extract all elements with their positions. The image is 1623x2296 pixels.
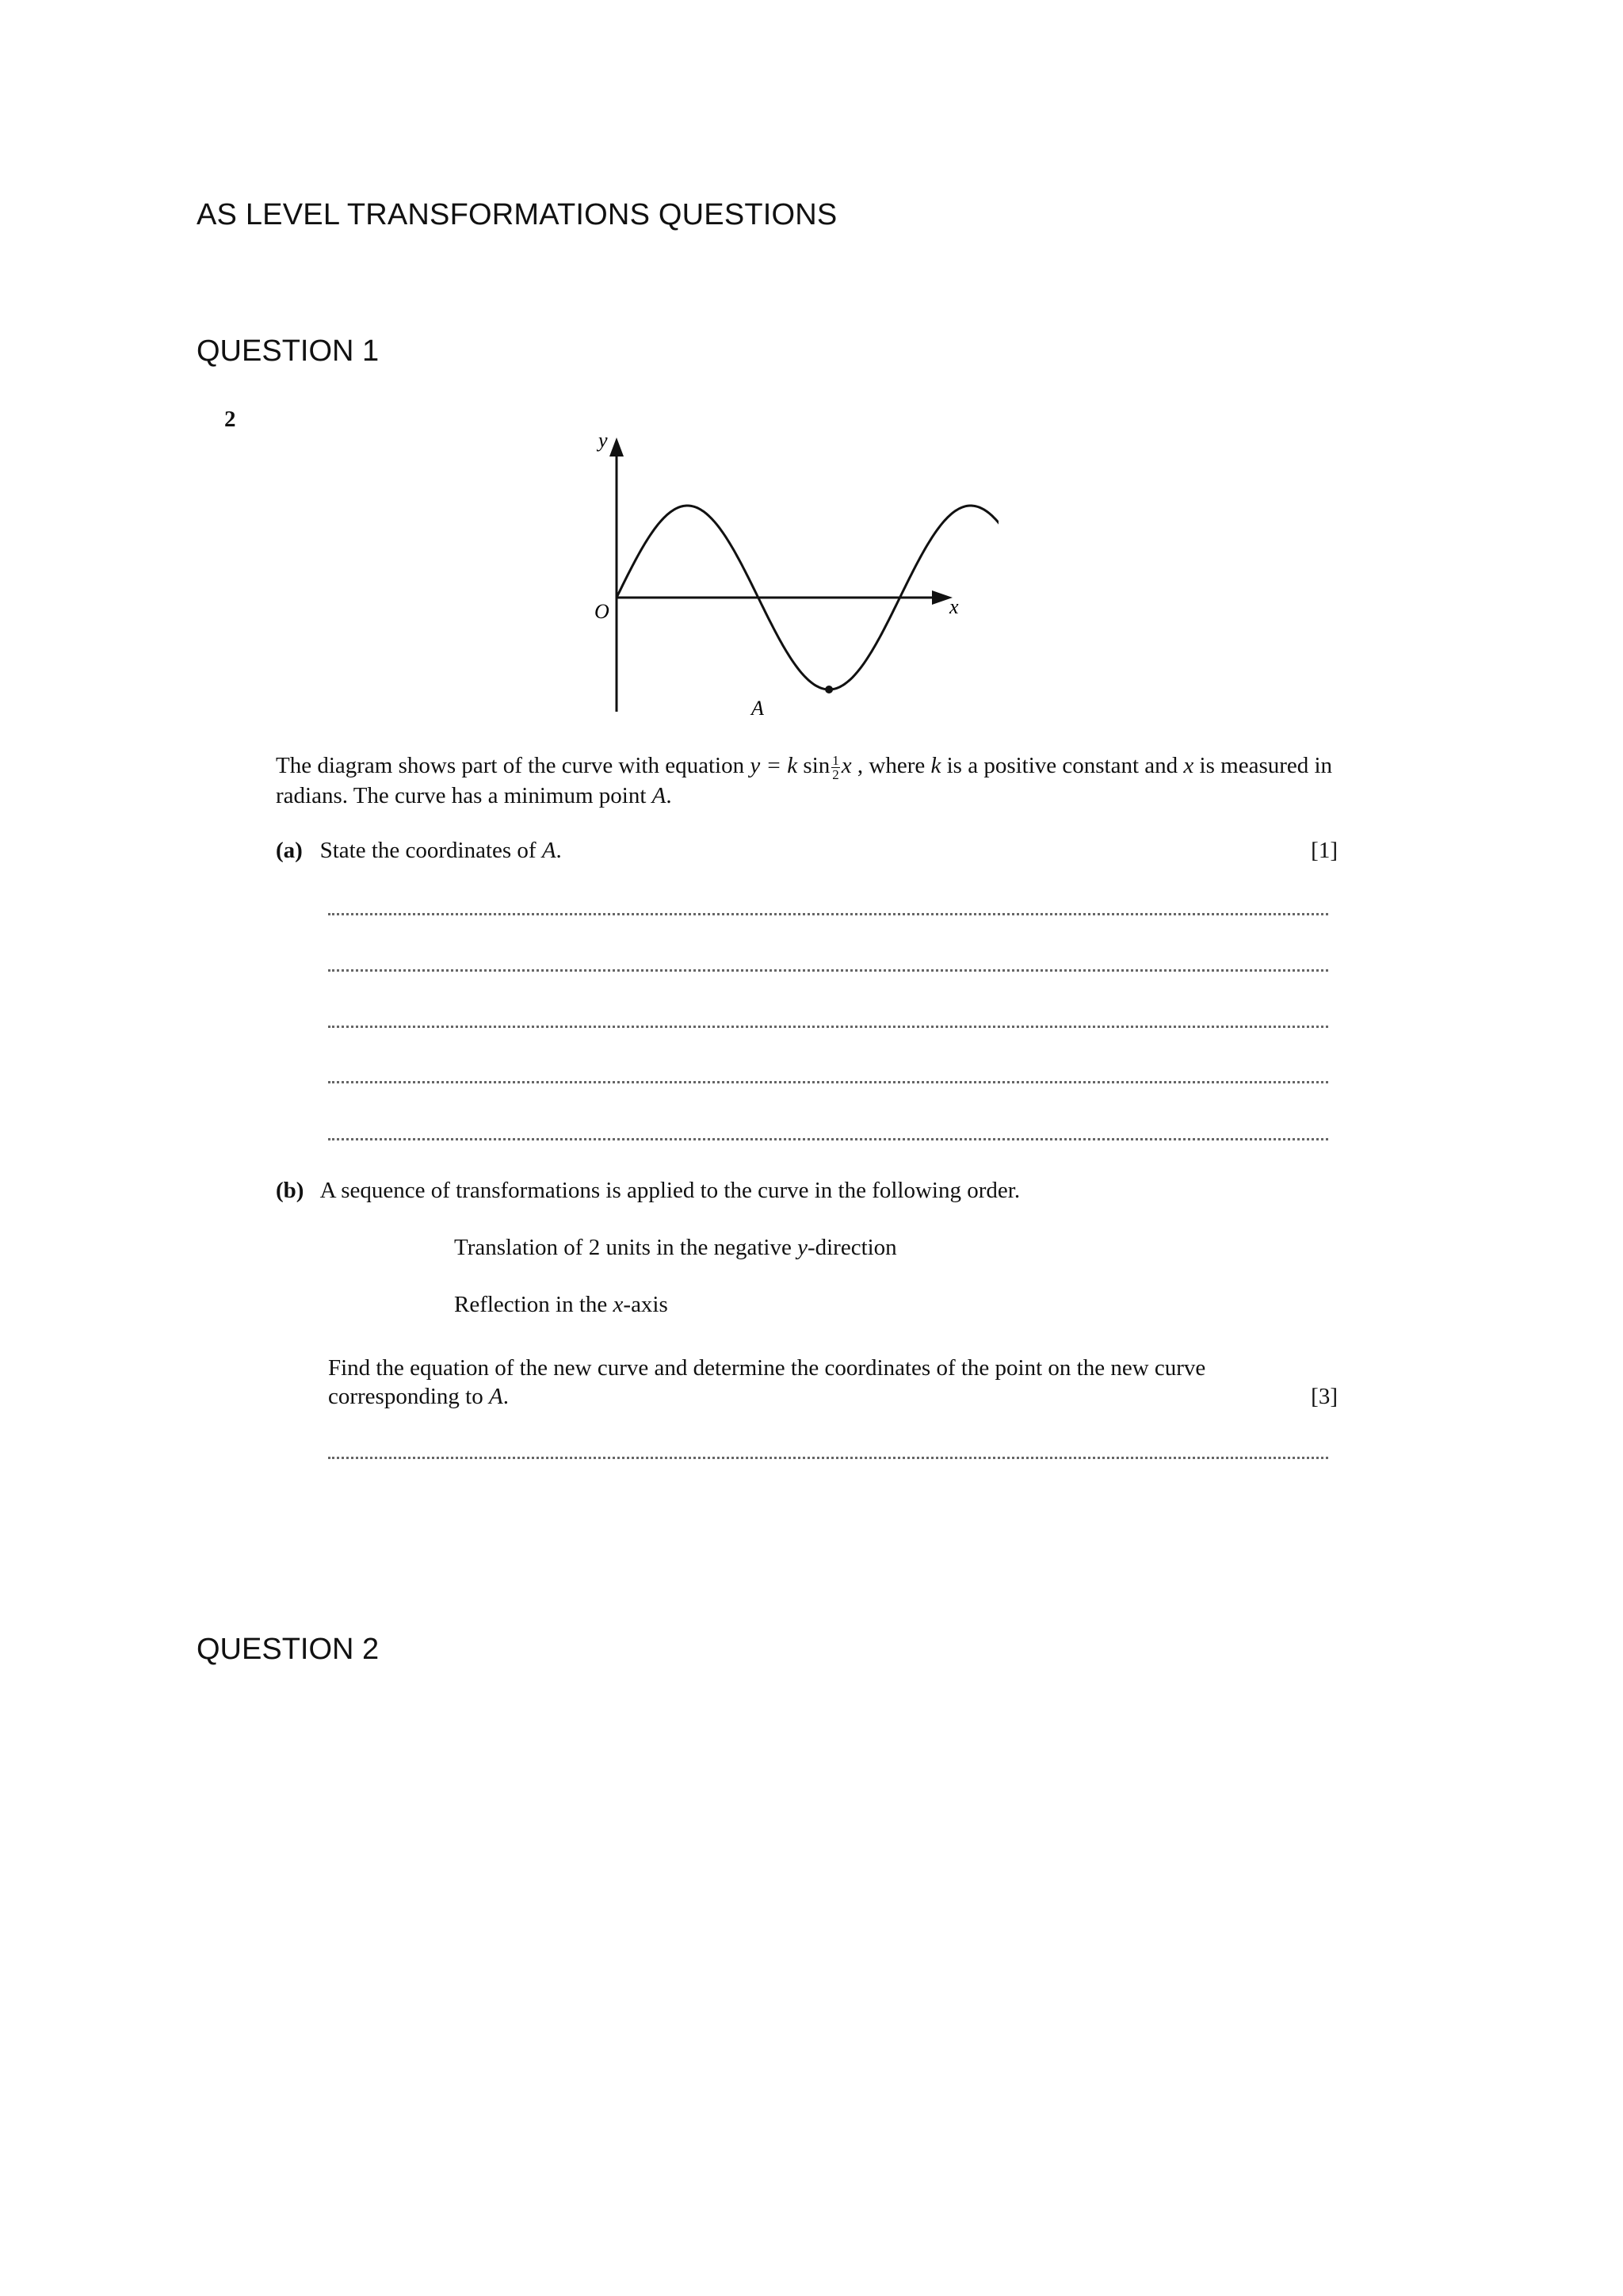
- stem-A: A: [651, 782, 666, 808]
- answer-line[interactable]: [328, 969, 1328, 972]
- part-a-text: State the coordinates of: [319, 838, 542, 863]
- step2-text: Reflection in the: [454, 1292, 613, 1317]
- question-2-heading: QUESTION 2: [197, 1633, 380, 1666]
- point-A-label: A: [751, 697, 764, 720]
- step2-var: x: [613, 1292, 624, 1317]
- part-b-instruction: [328, 1354, 1338, 1411]
- stem-text-2: , where: [851, 753, 931, 778]
- y-axis-label: y: [598, 429, 608, 452]
- stem-text-4: is measured in radians. The curve has a minimum point: [276, 753, 1333, 808]
- find-line2-A: A: [488, 1384, 503, 1409]
- stem-text-3: is a positive constant and: [941, 753, 1184, 778]
- stem-text-1: The diagram shows part of the curve with equation: [276, 753, 750, 778]
- question-1-heading: QUESTION 1: [197, 334, 380, 368]
- equation-lhs: y = k: [750, 753, 798, 778]
- transformation-step-1: [454, 1235, 897, 1261]
- step1-after: -direction: [807, 1235, 897, 1260]
- part-a-label: (a): [276, 838, 303, 863]
- part-a-end: .: [556, 838, 562, 863]
- x-axis-label: x: [949, 595, 959, 618]
- find-line-1: Find the equation of the new curve and determine the coordinates of the point on the new curve: [328, 1355, 1206, 1381]
- equation-var: x: [841, 753, 852, 778]
- part-a: [276, 838, 1338, 864]
- part-b: [276, 1178, 1020, 1204]
- part-b-text: A sequence of transformations is applied to the curve in the following order.: [319, 1178, 1021, 1203]
- find-line2-end: .: [502, 1384, 509, 1409]
- y-axis-arrow: [609, 437, 624, 457]
- fraction-denominator: 2: [832, 766, 839, 782]
- step1-text: Translation of 2 units in the negative: [454, 1235, 798, 1260]
- origin-label: O: [594, 600, 609, 623]
- question-stem: [276, 751, 1338, 810]
- step2-after: -axis: [623, 1292, 668, 1317]
- answer-line[interactable]: [328, 913, 1328, 915]
- find-line-2: [328, 1382, 1338, 1411]
- equation-fn: sin: [803, 753, 831, 778]
- document-title: AS LEVEL TRANSFORMATIONS QUESTIONS: [197, 198, 838, 231]
- answer-line[interactable]: [328, 1026, 1328, 1028]
- stem-k: k: [930, 753, 941, 778]
- question-number: 2: [224, 407, 236, 432]
- answer-line[interactable]: [328, 1457, 1328, 1459]
- part-a-A: A: [541, 838, 556, 863]
- equation-fraction: [831, 754, 840, 781]
- fraction-numerator: 1: [832, 752, 839, 768]
- sine-curve-diagram: [555, 420, 999, 721]
- step1-var: y: [797, 1235, 808, 1260]
- part-b-label: (b): [276, 1178, 304, 1203]
- part-a-marks: [1]: [1311, 838, 1338, 863]
- find-line2-text: corresponding to: [328, 1384, 489, 1409]
- transformation-step-2: [454, 1292, 668, 1318]
- answer-line[interactable]: [328, 1138, 1328, 1140]
- part-b-marks: [3]: [1311, 1384, 1338, 1409]
- answer-line[interactable]: [328, 1081, 1328, 1083]
- stem-end: .: [666, 782, 672, 808]
- minimum-point-A: [825, 686, 833, 693]
- stem-x: x: [1183, 753, 1194, 778]
